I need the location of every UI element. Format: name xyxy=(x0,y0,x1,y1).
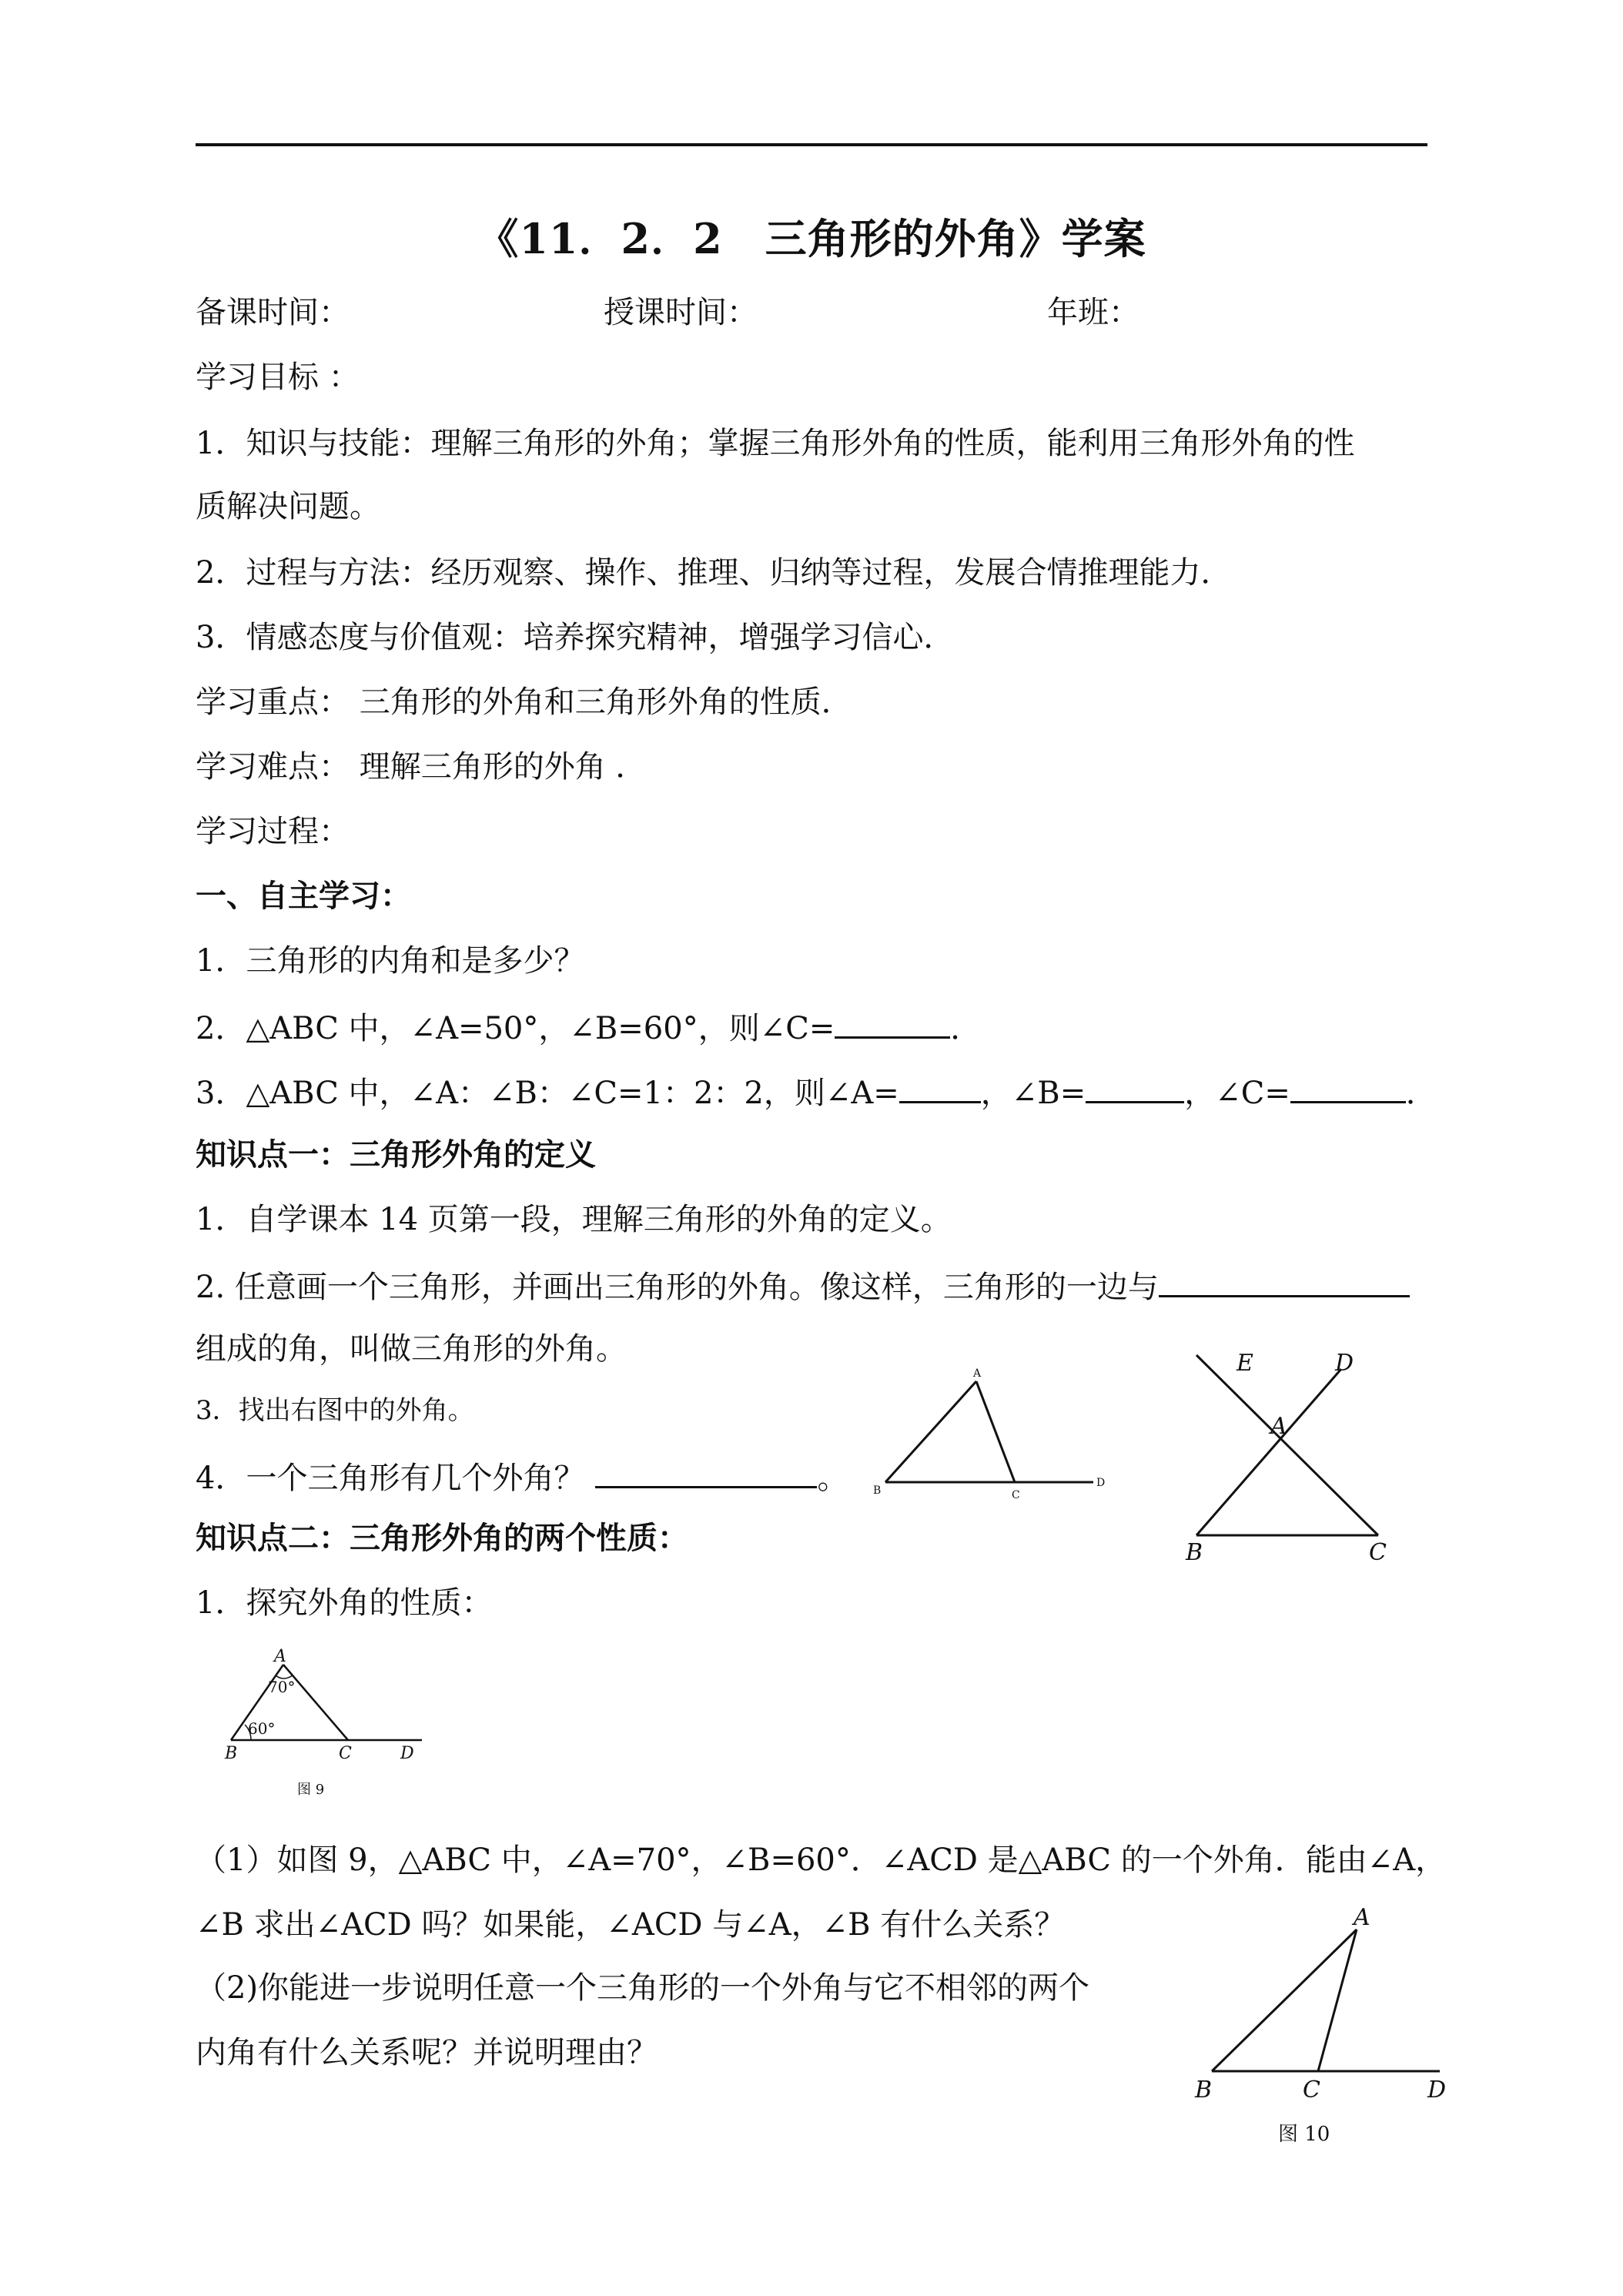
count-blank xyxy=(595,1455,817,1488)
process-label: 学习过程： xyxy=(196,814,350,849)
key-point: 学习重点： 三角形的外角和三角形外角的性质． xyxy=(196,684,852,720)
side-ac xyxy=(976,1381,1015,1482)
label-c: C xyxy=(1369,1539,1387,1566)
kp1-item-4-text: 4．一个三角形有几个外角？ xyxy=(196,1461,585,1496)
label-d: D xyxy=(1096,1477,1106,1489)
difficulty: 学习难点： 理解三角形的外角 ． xyxy=(196,749,647,785)
objective-3: 3．情感态度与价值观：培养探究精神，增强学习信心． xyxy=(196,620,955,655)
kp1-item-4-end: 。 xyxy=(817,1461,848,1496)
question-3-b: ，∠B= xyxy=(980,1076,1086,1111)
label-c: C xyxy=(1012,1489,1020,1501)
line-ec xyxy=(1196,1355,1378,1535)
angle-a-value: 70° xyxy=(268,1678,296,1696)
answer-blank-a xyxy=(899,1070,981,1103)
figure-10-caption: 图 10 xyxy=(1278,2123,1330,2146)
answer-blank-c xyxy=(1290,1070,1406,1103)
kp1-item-1: 1．自学课本 14 页第一段，理解三角形的外角的定义。 xyxy=(196,1202,952,1237)
label-a: A xyxy=(1270,1413,1287,1440)
label-e: E xyxy=(1236,1350,1253,1377)
definition-blank xyxy=(1159,1264,1410,1297)
page-title: 《11．2．2 三角形的外角》学案 xyxy=(477,214,1146,263)
kp1-item-2-cont: 组成的角，叫做三角形的外角。 xyxy=(196,1331,627,1367)
answer-blank-b xyxy=(1086,1070,1184,1103)
line-db xyxy=(1196,1369,1341,1535)
kp2-item-1: 1．探究外角的性质： xyxy=(196,1585,493,1621)
header-rule xyxy=(196,143,1427,146)
knowledge-point-1-heading: 知识点一：三角形外角的定义 xyxy=(196,1136,596,1173)
label-a: A xyxy=(274,1647,286,1666)
kp1-item-4 xyxy=(196,1455,848,1498)
label-b: B xyxy=(225,1744,238,1763)
prep-time-label: 备课时间： xyxy=(196,295,350,330)
angle-b-value: 60° xyxy=(248,1719,276,1738)
side-ab xyxy=(885,1381,976,1482)
objective-1-line1: 1．知识与技能：理解三角形的外角；掌握三角形外角的性质，能利用三角形外角的性 xyxy=(196,426,1355,461)
label-a: A xyxy=(973,1367,982,1380)
answer-blank xyxy=(835,1006,950,1039)
label-b: B xyxy=(1195,2077,1213,2104)
teach-time-label: 授课时间： xyxy=(604,295,758,330)
kp1-item-2-text: 2. 任意画一个三角形，并画出三角形的外角。像这样，三角形的一边与 xyxy=(196,1270,1159,1305)
kp2-para-1-line2: ∠B 求出∠ACD 吗？如果能，∠ACD 与∠A，∠B 有什么关系？ xyxy=(196,1907,1066,1943)
question-2 xyxy=(196,1006,981,1049)
side-ac xyxy=(283,1665,348,1740)
objective-2: 2．过程与方法：经历观察、操作、推理、归纳等过程，发展合情推理能力． xyxy=(196,555,1232,591)
knowledge-point-2-heading: 知识点二：三角形外角的两个性质： xyxy=(196,1520,688,1556)
question-2-text: 2．△ABC 中，∠A=50°，∠B=60°，则∠C= xyxy=(196,1011,835,1046)
class-label: 年班： xyxy=(1047,295,1139,330)
objectives-heading: 学习目标 ： xyxy=(196,360,360,395)
section-1-heading: 一、自主学习： xyxy=(196,878,411,914)
label-a: A xyxy=(1354,1904,1370,1931)
kp1-item-2 xyxy=(196,1264,1410,1307)
question-3-c: ，∠C= xyxy=(1184,1076,1290,1111)
label-d: D xyxy=(400,1744,414,1763)
side-ab xyxy=(1212,1930,1357,2071)
question-3-end: ． xyxy=(1405,1076,1437,1111)
label-d: D xyxy=(1335,1350,1354,1377)
label-d: D xyxy=(1427,2077,1447,2104)
kp2-para-2-line2: 内角有什么关系呢？并说明理由？ xyxy=(196,2035,658,2070)
label-c: C xyxy=(339,1744,352,1763)
label-b: B xyxy=(1186,1539,1203,1566)
question-3 xyxy=(196,1070,1437,1113)
label-b: B xyxy=(873,1484,882,1497)
cross-triangle-figure xyxy=(1170,1340,1432,1571)
small-triangle-figure xyxy=(862,1367,1116,1509)
question-3-text: 3．△ABC 中，∠A：∠B：∠C=1：2：2，则∠A= xyxy=(196,1076,899,1111)
kp2-para-1-line1: （1）如图 9，△ABC 中，∠A=70°，∠B=60°．∠ACD 是△ABC 的一个外角．能由∠A， xyxy=(196,1842,1447,1878)
objective-1-line2: 质解决问题。 xyxy=(196,489,380,524)
figure-10 xyxy=(1186,1902,1463,2148)
question-1: 1．三角形的内角和是多少？ xyxy=(196,943,585,979)
kp2-para-2-line1: （2)你能进一步说明任意一个三角形的一个外角与它不相邻的两个 xyxy=(196,1970,1090,2006)
side-ac xyxy=(1318,1930,1357,2071)
kp1-item-3: 3．找出右图中的外角。 xyxy=(196,1395,474,1426)
label-c: C xyxy=(1303,2077,1320,2104)
figure-9 xyxy=(216,1648,439,1802)
question-2-end: ． xyxy=(950,1011,982,1046)
figure-9-caption: 图 9 xyxy=(297,1782,325,1798)
